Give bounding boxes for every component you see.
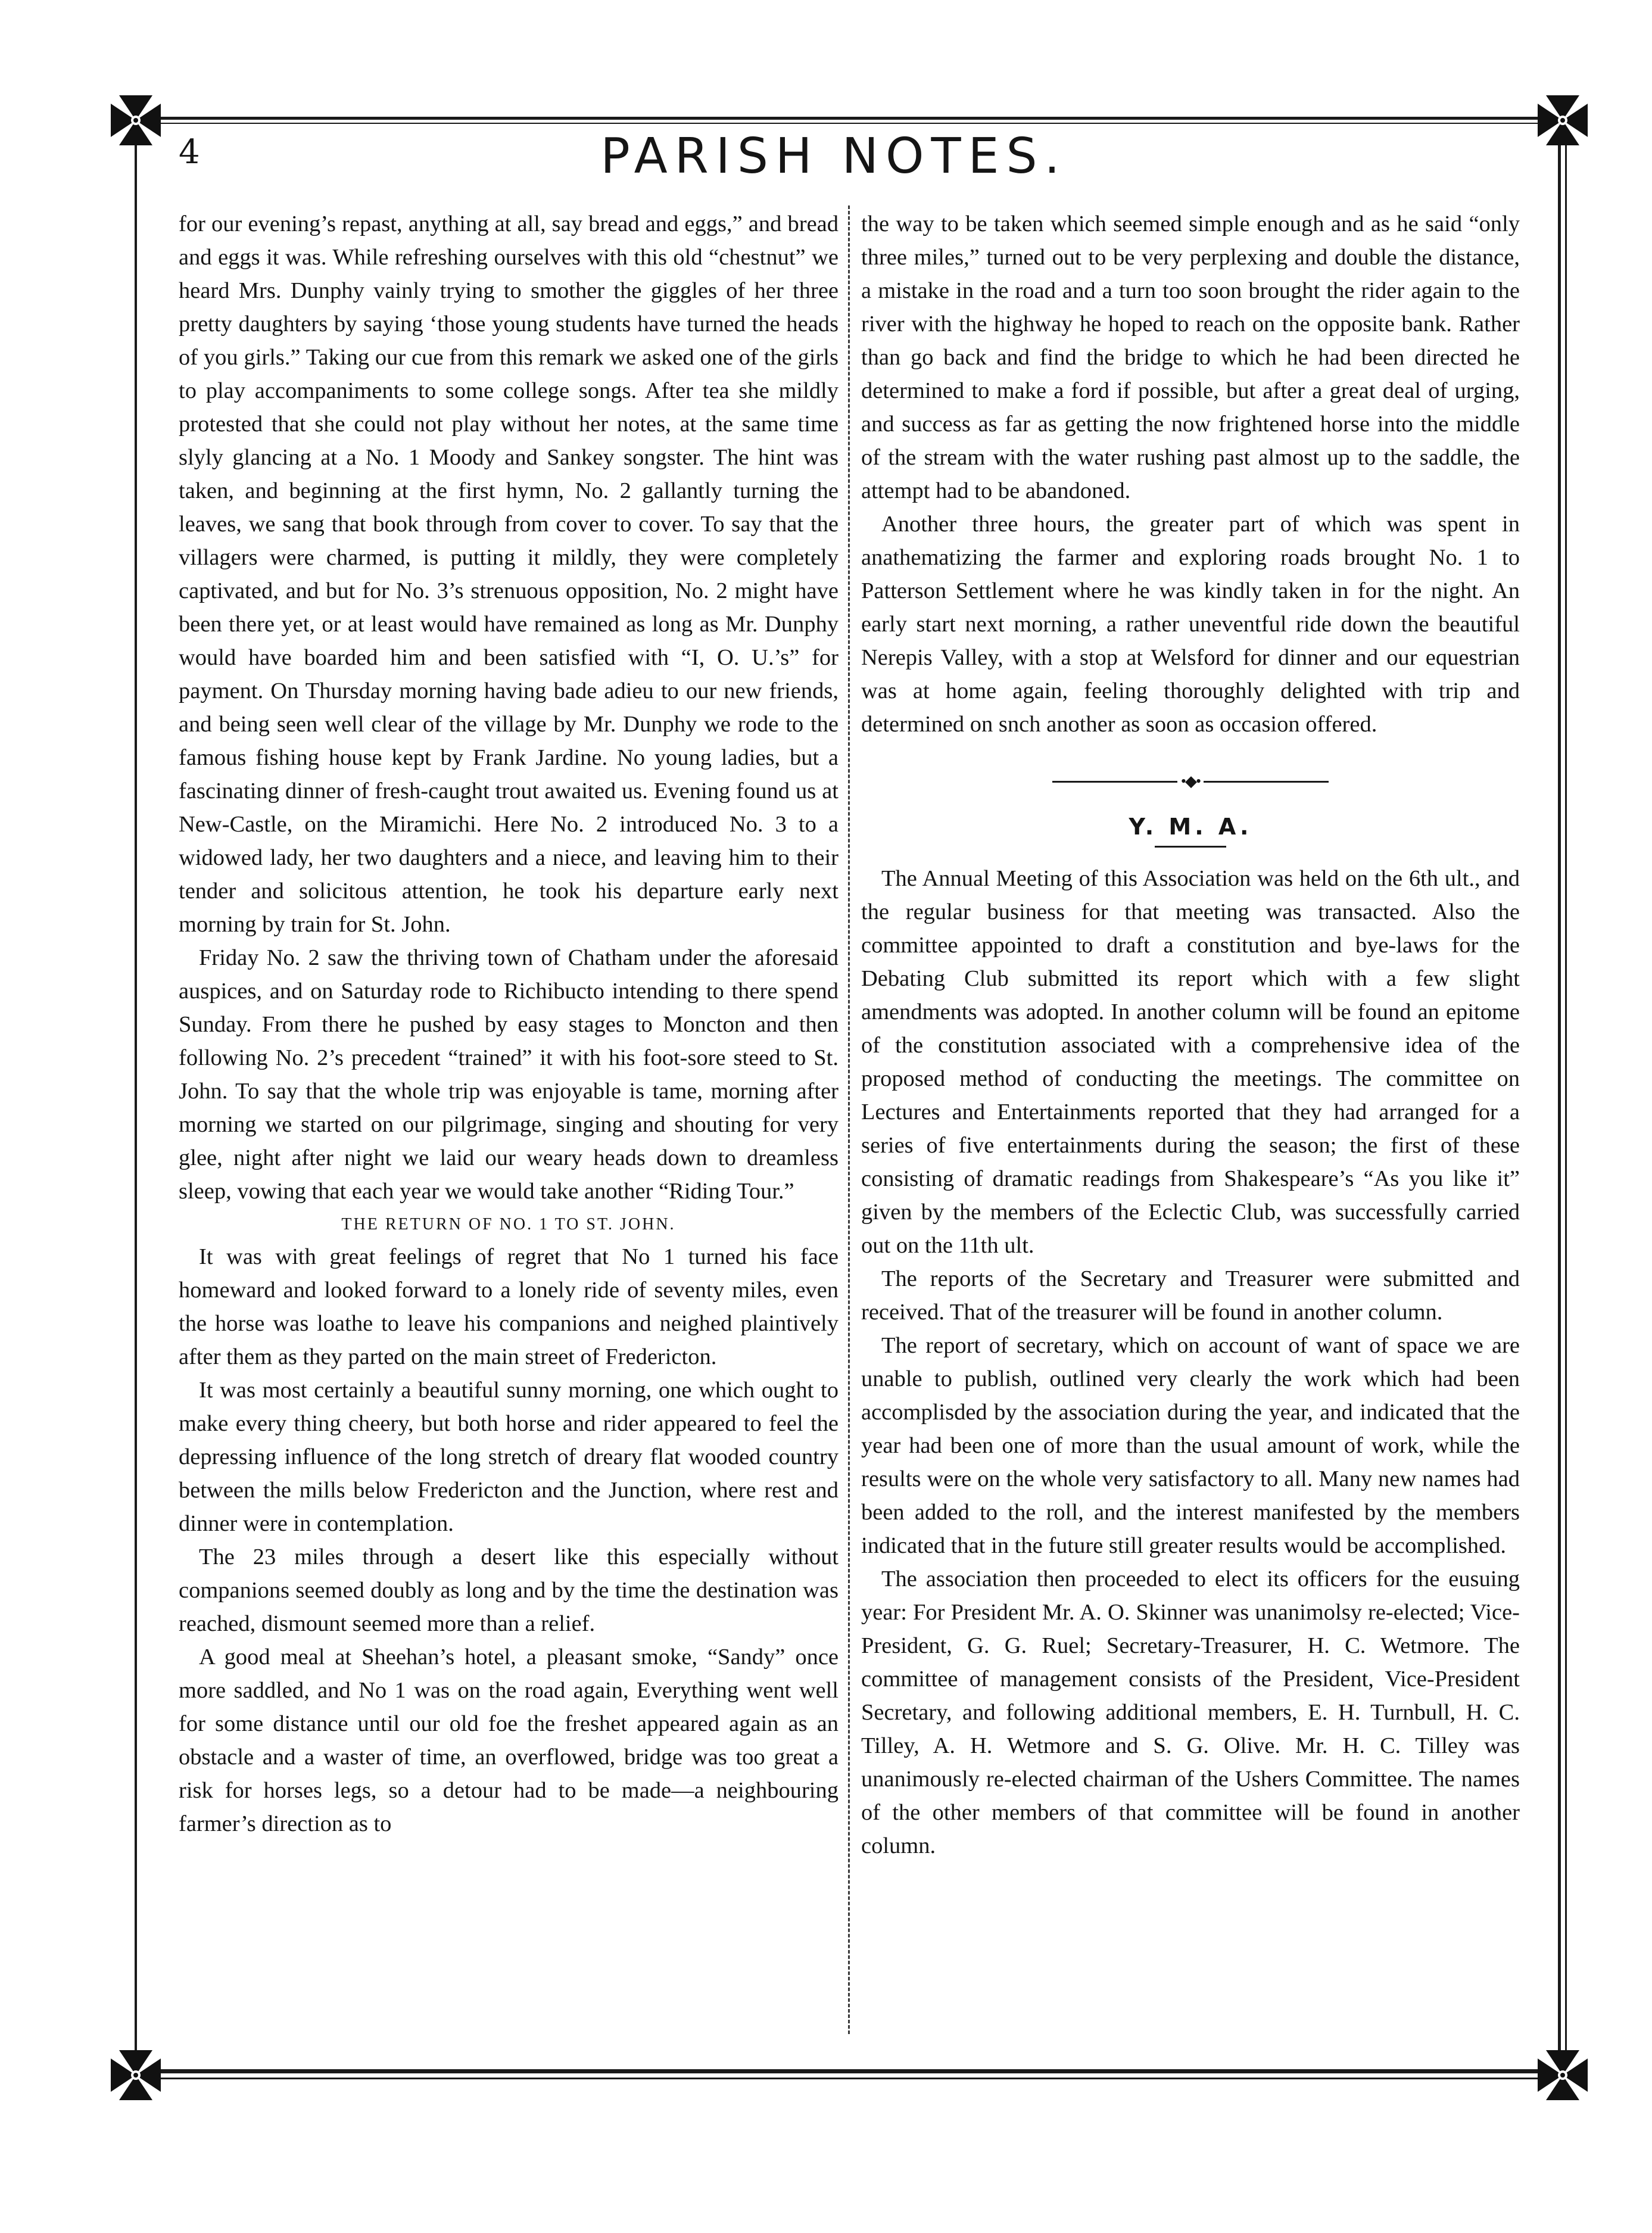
paragraph: A good meal at Sheehan’s hotel, a pleasant smoke, “Sandy” once more saddled, and No 1 was on the road again, Everything went well for some distance until our old foe the freshet appeared again as an obstacle and a waster of time, an overflowed, bridge was too great a risk for horses legs, so a detour had to be made—a neighbouring farmer’s direction as to [179,1645,839,1836]
paragraph: Another three hours, the greater part of which was spent in anathematizing the farmer and exploring roads brought No. 1 to Patterson Settlement where he was kindly taken in for the night. An early start next morning, a rather uneventful ride down the beautiful Nerepis Valley, with a stop at Welsford for dinner and our equestrian was at home again, feeling thoroughly delighted with trip and determined on snch another as soon as occasion offered. [861,512,1520,737]
section-ornament [861,765,1520,798]
paragraph: The 23 miles through a desert like this especially without companions seemed doubly as long and by the time the destination was reached, dismount seemed more than a relief. [179,1544,839,1636]
paragraph: The Annual Meeting of this Association was held on the 6th ult., and the regular business for that meeting was transacted. Also the committee appointed to draft a constitution and bye-laws for the Debating Club submitted its report which with a few slight amendments was adopted. In another column will be found an epitome of the constitution associated with a comprehensive idea of the proposed method of conducting the meetings. The committee on Lectures and Entertainments reported that they had arranged for a series of five entertainments during the season; the first of these consisting of dramatic readings from Shakespeare’s “As you like it” given by the members of the Eclectic Club, was successfully carried out on the 11th ult. [861,866,1520,1258]
left-border-rule [135,140,137,2052]
column-divider [848,205,850,2034]
paragraph: Friday No. 2 saw the thriving town of Chatham under the aforesaid auspices, and on Saturday rode to Richibucto intending to there spend Sunday. From there he pushed by easy stages to Moncton and then following No. 2’s precedent “trained” it with his foot-sore steed to St. John. To say that the whole trip was enjoyable is tame, morning after morning we started on our pilgrimage, singing and shouting for very glee, night after night we laid our weary heads down to dreamless sleep, vowing that each year we would take another “Riding Tour.” [179,945,839,1204]
maltese-cross-icon [1533,91,1592,150]
maltese-cross-icon [106,2045,166,2105]
section-title: Y. M. A. [1129,814,1252,840]
ornament-line [1052,781,1177,783]
left-column [179,207,839,1840]
maltese-cross-icon [106,91,166,150]
page-number: 4 [179,133,200,172]
top-border-thin-rule [149,123,1548,124]
subheading: THE RETURN OF NO. 1 TO ST. JOHN. [341,1215,676,1234]
paragraph: for our evening’s repast, anything at all, say bread and eggs,” and bread and eggs it was. While refreshing ourselves with this old “chestnut” we heard Mrs. Dunphy vainly trying to smother the giggles of her three pretty daughters by saying ‘those young students have turned the heads of you girls.” Taking our cue from this remark we asked one of the girls to play accompaniments to some college songs. After tea she mildly protested that she could not play without her notes, at the same time slyly glancing at a No. 1 Moody and Sankey songster. The hint was taken, and beginning at the first hymn, No. 2 gallantly turning the leaves, we sang that book through from cover to cover. To say that the villagers were charmed, is putting it mildly, they were completely captivated, and but for No. 3’s strenuous opposition, No. 2 might have been there yet, or at least would have remained as long as Mr. Dunphy would have boarded him and been satisfied with “I, O. U.’s” for payment. On Thursday morning having bade adieu to our new friends, and being seen well clear of the village by Mr. Dunphy we rode to the famous fishing house kept by Frank Jardine. No young ladies, but a fascinating dinner of fresh-caught trout awaited us. Evening found us at New-Castle, on the Miramichi. Here No. 2 introduced No. 3 to a widowed lady, her two daughters and a niece, and leaving him to their tender and solicitous attention, he took his departure early next morning by train for St. John. [179,211,839,937]
bottom-border-rule [149,2069,1548,2073]
ornament-glyph: •◆• [1180,773,1201,790]
paragraph: The association then proceeded to elect its officers for the eusuing year: For President Mr. A. O. Skinner was unanimolsy re-elected; Vice-President, G. G. Ruel; Secretary-Treasurer, H. C. Wetmore. The committee of management consists of the President, Vice-President Secretary, and following additional members, E. H. Turnbull, H. C. Tilley, A. H. Wetmore and S. G. Olive. Mr. H. C. Tilley was unanimously re-elected chairman of the Ushers Committee. The names of the other members of that committee will be found in another column. [861,1566,1520,1858]
right-border-thin-rule [1565,140,1567,2052]
top-border-rule [149,117,1548,120]
maltese-cross-icon [1533,2045,1592,2105]
paragraph: The reports of the Secretary and Treasurer were submitted and received. That of the treasurer will be found in another column. [861,1266,1520,1325]
ornament-line [1204,781,1329,783]
paragraph: the way to be taken which seemed simple enough and as he said “only three miles,” turned out to be very perplexing and double the distance, a mistake in the road and a turn too soon brought the rider again to the river with the highway he hoped to reach on the opposite bank. Rather than go back and find the bridge to which he had been directed he determined to make a ford if possible, but after a great deal of urging, and success as far as getting the now frightened horse into the middle of the stream with the water rushing past almost up to the saddle, the attempt had to be abandoned. [861,211,1520,503]
paragraph: It was with great feelings of regret that No 1 turned his face homeward and looked forward to a lonely ride of seventy miles, even the horse was loathe to leave his companions and neighed plaintively after them as they parted on the main street of Fredericton. [179,1244,839,1369]
page-title: PARISH NOTES. [600,128,1067,185]
paragraph: The report of secretary, which on account of want of space we are unable to publish, outlined very clearly the work which had been accomplisded by the association during the year, and indicated that the year had been one of more than the usual amount of work, while the results were on the whole very satisfactory to all. Many new names had been added to the roll, and the interest manifested by the members indicated that in the future still greater results would be accomplished. [861,1333,1520,1558]
bottom-border-thin-rule [149,2078,1548,2079]
paragraph: It was most certainly a beautiful sunny morning, one which ought to make every thing cheery, but both horse and rider appeared to feel the depressing influence of the long stretch of dreary flat wooded country between the mills below Fredericton and the Junction, where rest and dinner were in contemplation. [179,1378,839,1536]
section-title-rule [1155,846,1226,848]
right-column [861,207,1520,1863]
right-border-rule [1558,140,1561,2052]
